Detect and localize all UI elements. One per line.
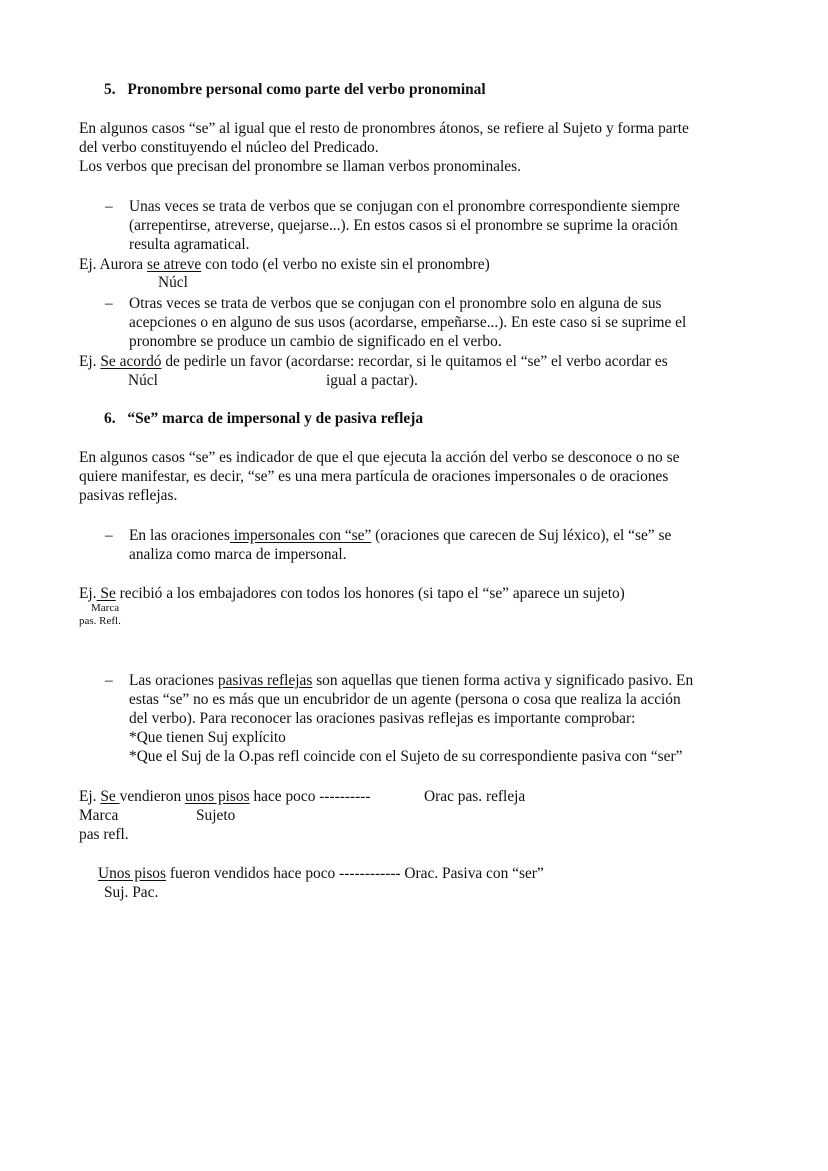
example-rest: hace poco ---------- [249, 788, 371, 805]
example-prefix: Ej. [79, 353, 101, 370]
section-6-paragraph-line-3: pasivas reflejas. [79, 487, 178, 504]
example-rest: fueron vendidos hace poco ------------ Orac. Pasiva con “ser” [166, 865, 544, 882]
bullet-rest: son aquellas que tienen forma activa y significado pasivo. En [312, 672, 694, 689]
section-6-paragraph-line-2: quiere manifestar, es decir, “se” es una mera partícula de oraciones impersonales o de oraciones [79, 468, 669, 485]
bullet-prefix: En las oraciones [129, 527, 230, 544]
section-5-heading [104, 80, 486, 99]
section-6-example-2-label-marca: Marca [79, 807, 119, 824]
example-underlined-verb: Se acordó [100, 353, 162, 370]
example-underlined-subject: unos pisos [185, 788, 250, 805]
section-5-example-1-label: Núcl [158, 274, 188, 291]
section-6-example-1 [79, 584, 625, 603]
example-prefix: Ej. Aurora [79, 256, 147, 273]
example-verb: vendieron [119, 788, 186, 805]
example-underlined-subject: Unos pisos [98, 865, 166, 882]
section-5-bullet-1-line-3: resulta agramatical. [129, 236, 250, 253]
example-rest: con todo (el verbo no existe sin el pronombre) [201, 256, 490, 273]
section-5-bullet-1-line-1: Unas veces se trata de verbos que se conjugan con el pronombre correspondiente siempre [129, 198, 680, 215]
example-underlined-se: Se [96, 585, 116, 602]
section-5-paragraph-line-2: del verbo constituyendo el núcleo del Predicado. [79, 139, 379, 156]
example-prefix: Ej. [79, 585, 97, 602]
bullet-marker: – [105, 295, 113, 312]
example-underlined-verb: se atreve [146, 256, 202, 273]
bullet-underlined-term: pasivas reflejas [217, 672, 313, 689]
section-6-example-3 [98, 864, 544, 883]
example-prefix: Ej. [79, 788, 101, 805]
section-5-bullet-2-line-2: acepciones o en alguno de sus usos (acordarse, empeñarse...). En este caso si se suprime el [129, 314, 687, 331]
section-6-heading [104, 409, 423, 428]
bullet-prefix: Las oraciones [129, 672, 218, 689]
section-5-paragraph-line-1: En algunos casos “se” al igual que el resto de pronombres átonos, se refiere al Sujeto y forma parte [79, 120, 689, 137]
section-6-bullet-2-line-3: del verbo). Para reconocer las oraciones pasivas reflejas es importante comprobar: [129, 710, 636, 727]
section-6-example-3-label: Suj. Pac. [104, 884, 159, 901]
section-6-paragraph-line-1: En algunos casos “se” es indicador de que el que ejecuta la acción del verbo se desconoce o no se [79, 449, 680, 466]
section-6-bullet-2-line-1 [129, 671, 693, 690]
bullet-underlined-term: impersonales con “se” [229, 527, 372, 544]
section-6-number: 6. [104, 410, 116, 427]
section-6-bullet-2-line-2: estas “se” no es más que un encubridor de un agente (persona o cosa que realiza la acción [129, 691, 681, 708]
bullet-marker: – [105, 527, 113, 544]
section-6-title: “Se” marca de impersonal y de pasiva refleja [127, 410, 424, 427]
section-5-example-2-continuation: igual a pactar). [326, 372, 418, 389]
section-5-bullet-1-line-2: (arrepentirse, atreverse, quejarse...). En estos casos si el pronombre se suprime la oración [129, 217, 678, 234]
section-6-bullet-1-line-2: analiza como marca de impersonal. [129, 546, 347, 563]
section-6-example-2 [79, 787, 371, 806]
section-6-example-1-label-1: Marca [91, 602, 120, 614]
section-6-example-1-label-2: pas. Refl. [79, 615, 121, 627]
bullet-rest: (oraciones que carecen de Suj léxico), el “se” se [371, 527, 672, 544]
section-6-example-2-type: Orac pas. refleja [424, 788, 526, 805]
section-5-bullet-2-line-3: pronombre se produce un cambio de significado en el verbo. [129, 333, 502, 350]
section-5-title: Pronombre personal como parte del verbo pronominal [127, 81, 486, 98]
section-5-number: 5. [104, 81, 116, 98]
section-5-example-2-label: Núcl [128, 372, 158, 389]
example-underlined-se: Se [100, 788, 120, 805]
bullet-marker: – [105, 198, 113, 215]
example-rest: recibió a los embajadores con todos los honores (si tapo el “se” aparece un sujeto) [115, 585, 625, 602]
bullet-marker: – [105, 672, 113, 689]
section-6-example-2-label-sujeto: Sujeto [196, 807, 236, 824]
example-rest: de pedirle un favor (acordarse: recordar, si le quitamos el “se” el verbo acordar es [161, 353, 668, 370]
section-5-example-2 [79, 352, 668, 371]
section-5-paragraph-line-3: Los verbos que precisan del pronombre se llaman verbos pronominales. [79, 158, 521, 175]
section-6-bullet-2-line-5: *Que el Suj de la O.pas refl coincide con el Sujeto de su correspondiente pasiva con “ser” [129, 748, 683, 765]
section-6-bullet-1-line-1 [129, 526, 671, 545]
section-6-bullet-2-line-4: *Que tienen Suj explícito [129, 729, 286, 746]
section-5-bullet-2-line-1: Otras veces se trata de verbos que se conjugan con el pronombre solo en alguna de sus [129, 295, 662, 312]
section-6-example-2-label-pas-refl: pas refl. [79, 826, 129, 843]
section-5-example-1 [79, 255, 490, 274]
